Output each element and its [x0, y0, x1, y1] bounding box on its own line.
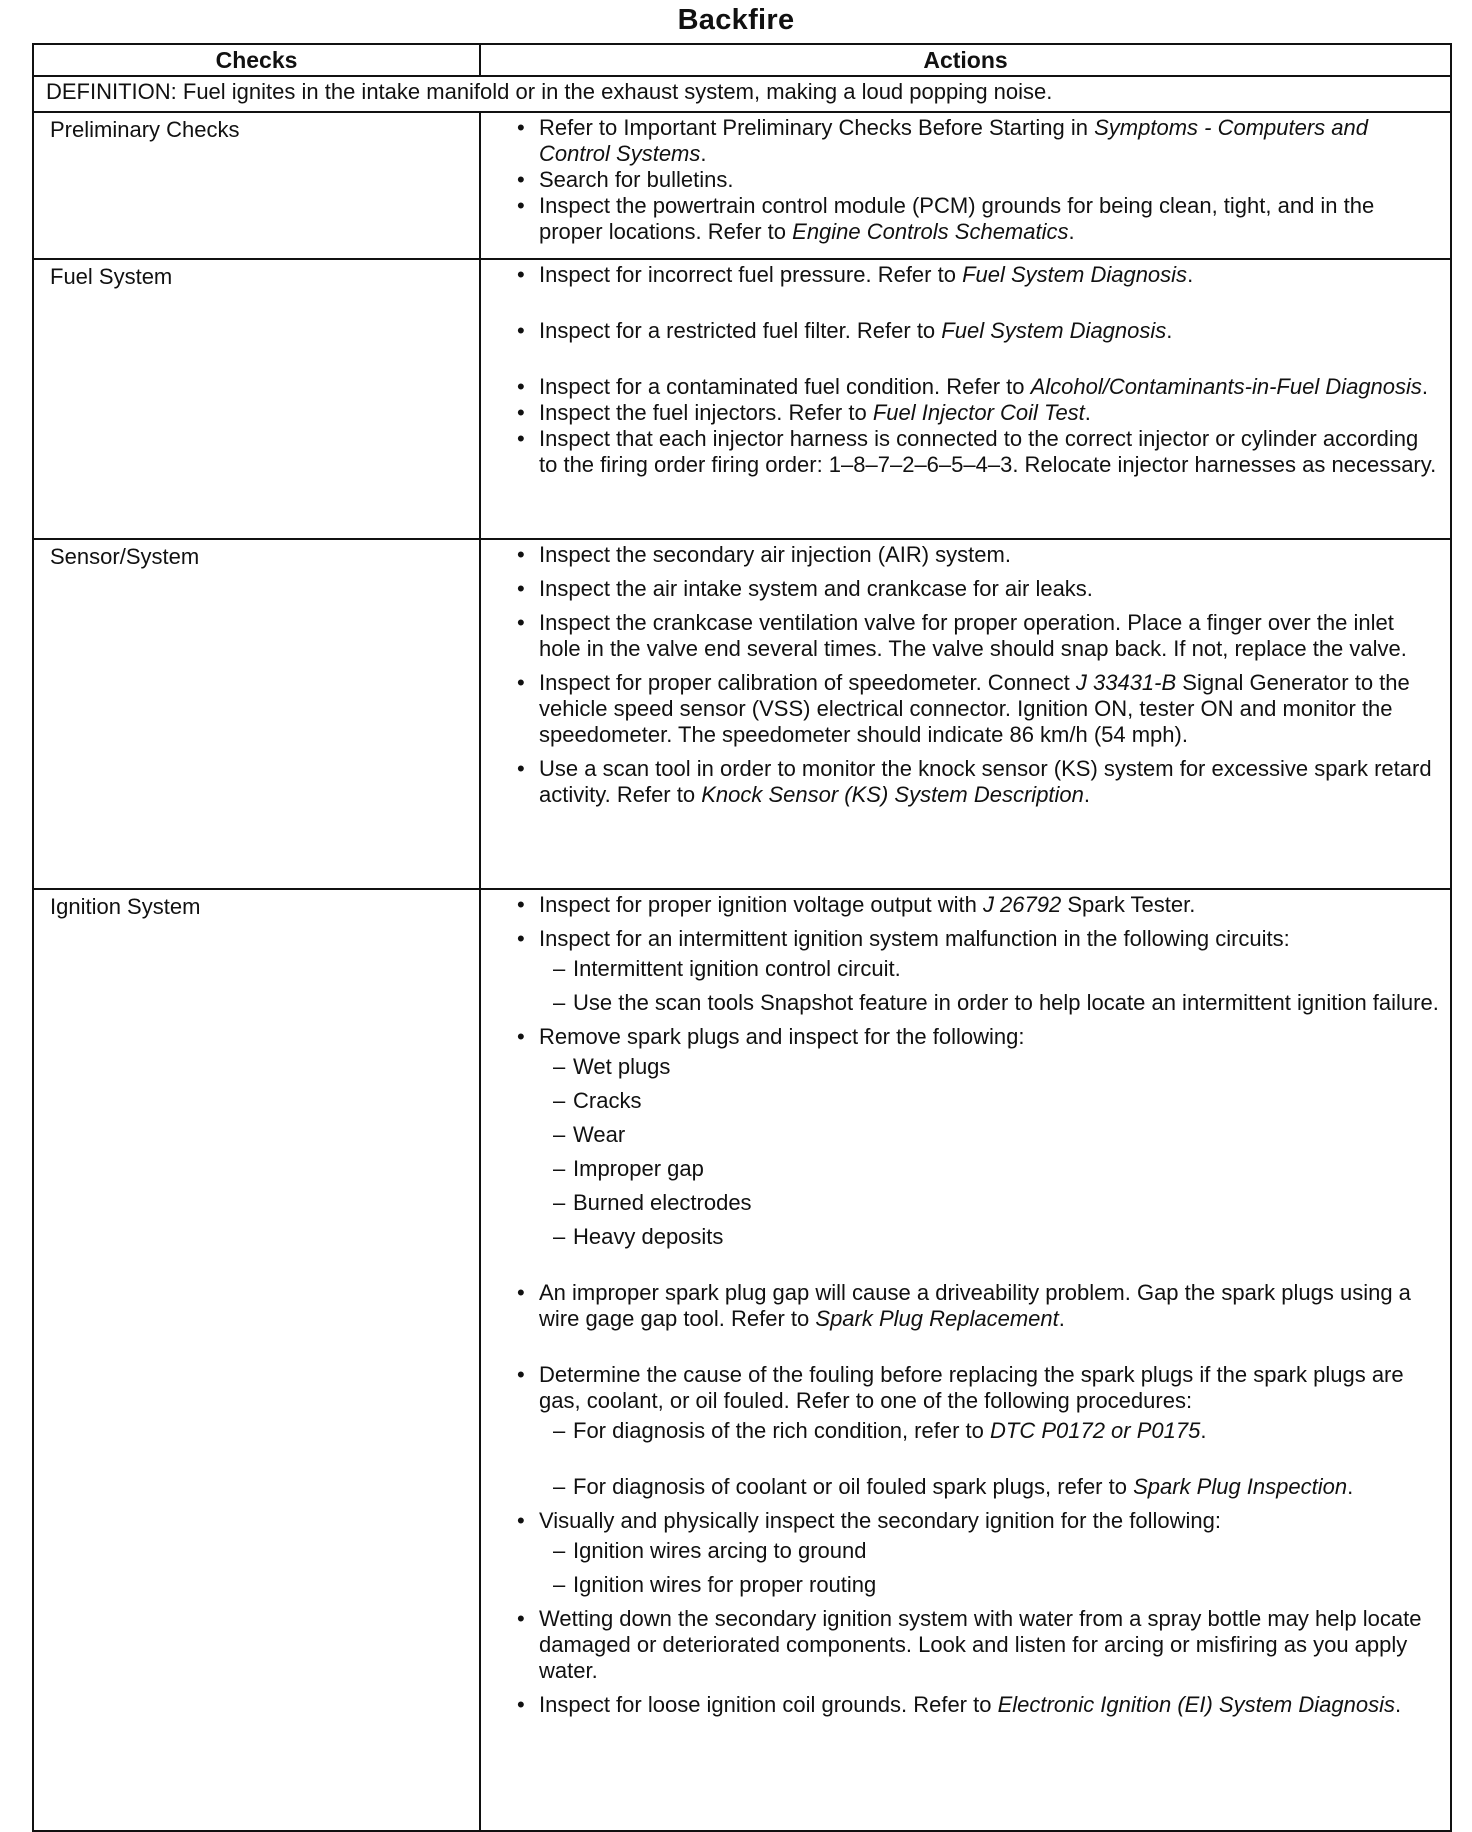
reference-link: Symptoms - Computers and Control Systems	[539, 115, 1368, 166]
sub-item: – Improper gap	[553, 1156, 1440, 1182]
sub-item: – Ignition wires arcing to ground	[553, 1538, 1440, 1564]
reference-link: J 33431-B	[1075, 670, 1177, 695]
action-item: • Inspect for loose ignition coil grounds. Refer to Electronic Ignition (EI) System Diagnosis.	[515, 1692, 1440, 1718]
check-label: Fuel System	[33, 259, 480, 539]
table-row-preliminary-checks	[33, 112, 1451, 259]
action-item: • Inspect for proper calibration of speedometer. Connect J 33431-B Signal Generator to the vehicle speed sensor (VSS) electrical connector. Ignition ON, tester ON and monitor the speedometer. The speedometer should indicate 86 km/h (54 mph).	[515, 670, 1440, 748]
action-item: • Wetting down the secondary ignition system with water from a spray bottle may help locate damaged or deteriorated components. Look and listen for arcing or misfiring as you apply water.	[515, 1606, 1440, 1684]
action-item: • Visually and physically inspect the secondary ignition for the following: – Ignition wires arcing to ground – Ignition wires for proper routing	[515, 1508, 1440, 1598]
action-item: • Inspect the secondary air injection (AIR) system.	[515, 542, 1440, 568]
sub-item: – Cracks	[553, 1088, 1440, 1114]
action-item: • An improper spark plug gap will cause a driveability problem. Gap the spark plugs using a wire gage gap tool. Refer to Spark Plug Replacement.	[515, 1280, 1440, 1332]
sub-item: – For diagnosis of the rich condition, refer to DTC P0172 or P0175.	[553, 1418, 1440, 1444]
definition-row	[33, 76, 1451, 112]
header-actions: Actions	[480, 44, 1451, 76]
action-item: • Inspect for a restricted fuel filter. Refer to Fuel System Diagnosis.	[515, 318, 1440, 344]
actions-cell	[480, 112, 1451, 259]
sub-item: – Use the scan tools Snapshot feature in order to help locate an intermittent ignition failure.	[553, 990, 1440, 1016]
action-item: • Remove spark plugs and inspect for the following: – Wet plugs – Cracks – Wear – Improper gap – Burned electrodes – Heavy deposits	[515, 1024, 1440, 1250]
table-row-sensor-system	[33, 539, 1451, 889]
check-label: Sensor/System	[33, 539, 480, 889]
sub-item: – Burned electrodes	[553, 1190, 1440, 1216]
definition-text: DEFINITION: Fuel ignites in the intake manifold or in the exhaust system, making a loud popping noise.	[33, 76, 1451, 112]
action-item: • Search for bulletins.	[515, 167, 1440, 193]
action-item: • Inspect for an intermittent ignition system malfunction in the following circuits: – Intermittent ignition control circuit. – Use the scan tools Snapshot feature in order to help locate an intermittent ignition failure.	[515, 926, 1440, 1016]
header-checks: Checks	[33, 44, 480, 76]
actions-cell	[480, 539, 1451, 889]
actions-cell	[480, 259, 1451, 539]
action-item: • Inspect that each injector harness is connected to the correct injector or cylinder according to the firing order firing order: 1–8–7–2–6–5–4–3. Relocate injector harnesses as necessary.	[515, 426, 1440, 478]
diagnosis-table	[32, 43, 1452, 1832]
reference-link: Fuel System Diagnosis	[962, 262, 1188, 287]
reference-link: DTC P0172 or P0175	[990, 1418, 1201, 1443]
action-item: • Inspect the fuel injectors. Refer to Fuel Injector Coil Test.	[515, 400, 1440, 426]
action-item: • Refer to Important Preliminary Checks Before Starting in Symptoms - Computers and Control Systems.	[515, 115, 1440, 167]
page-title: Backfire	[677, 4, 795, 36]
check-label: Ignition System	[33, 889, 480, 1831]
reference-link: Engine Controls Schematics	[792, 219, 1069, 244]
reference-link: Fuel Injector Coil Test	[872, 400, 1085, 425]
action-item: • Inspect the crankcase ventilation valve for proper operation. Place a finger over the inlet hole in the valve end several times. The valve should snap back. If not, replace the valve.	[515, 610, 1440, 662]
check-label: Preliminary Checks	[33, 112, 480, 259]
actions-cell	[480, 889, 1451, 1831]
action-item: • Use a scan tool in order to monitor the knock sensor (KS) system for excessive spark retard activity. Refer to Knock Sensor (KS) System Description.	[515, 756, 1440, 808]
sub-item: – For diagnosis of coolant or oil fouled spark plugs, refer to Spark Plug Inspection.	[553, 1474, 1440, 1500]
reference-link: Spark Plug Replacement	[815, 1306, 1059, 1331]
reference-link: Fuel System Diagnosis	[941, 318, 1167, 343]
action-item: • Inspect the air intake system and crankcase for air leaks.	[515, 576, 1440, 602]
reference-link: Spark Plug Inspection	[1133, 1474, 1348, 1499]
action-item: • Determine the cause of the fouling before replacing the spark plugs if the spark plugs are gas, coolant, or oil fouled. Refer to one of the following procedures: – For diagnosis of the rich condition, refer to DTC P0172 or P0175. – For diagnosis of coolant or oil fouled spark plugs, refer to Spark Plug Inspection.	[515, 1362, 1440, 1500]
table-row-ignition-system	[33, 889, 1451, 1831]
action-item: • Inspect the powertrain control module (PCM) grounds for being clean, tight, and in the proper locations. Refer to Engine Controls Schematics.	[515, 193, 1440, 245]
action-item: • Inspect for a contaminated fuel condition. Refer to Alcohol/Contaminants-in-Fuel Diagnosis.	[515, 374, 1440, 400]
reference-link: Knock Sensor (KS) System Description	[701, 782, 1084, 807]
table-header-row	[33, 44, 1451, 76]
reference-link: Alcohol/Contaminants-in-Fuel Diagnosis	[1030, 374, 1422, 399]
reference-link: Electronic Ignition (EI) System Diagnosis	[997, 1692, 1395, 1717]
table-row-fuel-system	[33, 259, 1451, 539]
reference-link: J 26792	[982, 892, 1062, 917]
sub-item: – Wet plugs	[553, 1054, 1440, 1080]
sub-item: – Wear	[553, 1122, 1440, 1148]
action-item: • Inspect for proper ignition voltage output with J 26792 Spark Tester.	[515, 892, 1440, 918]
action-item: • Inspect for incorrect fuel pressure. Refer to Fuel System Diagnosis.	[515, 262, 1440, 288]
sub-item: – Intermittent ignition control circuit.	[553, 956, 1440, 982]
sub-item: – Heavy deposits	[553, 1224, 1440, 1250]
sub-item: – Ignition wires for proper routing	[553, 1572, 1440, 1598]
